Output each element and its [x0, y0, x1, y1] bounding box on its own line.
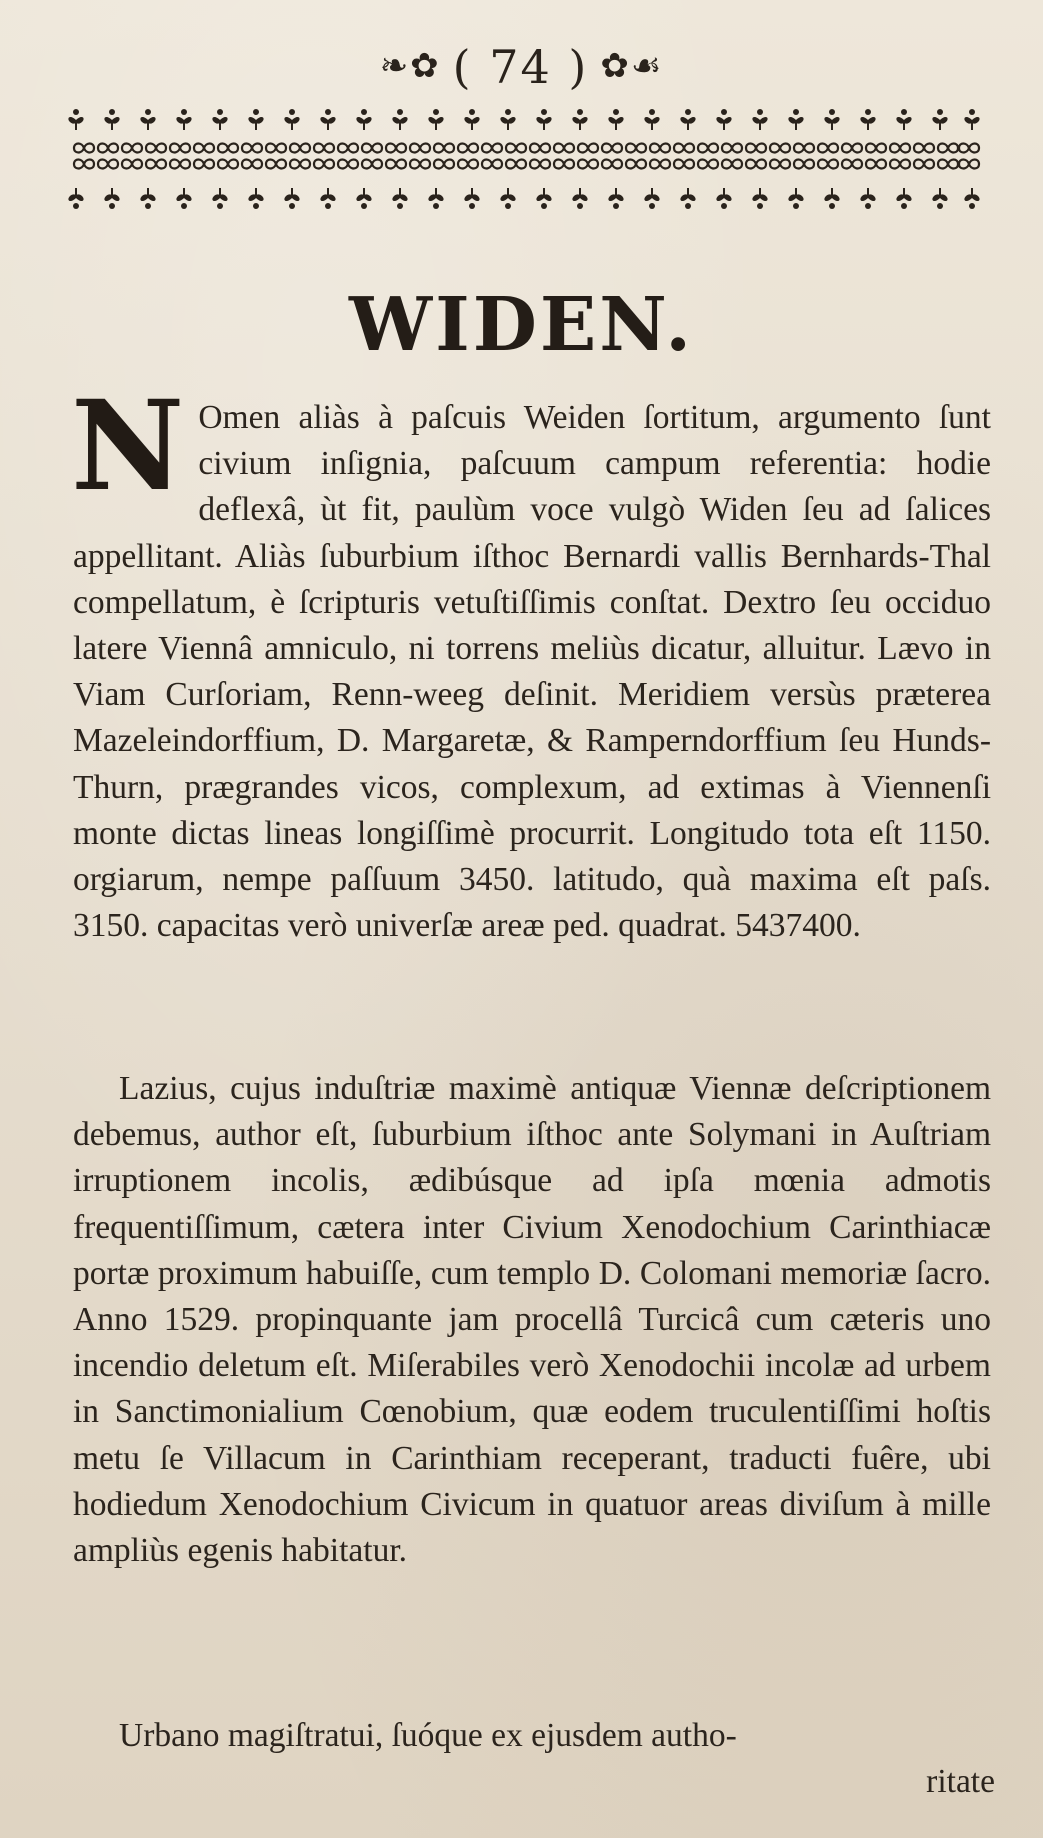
ornament-band [66, 106, 982, 216]
paragraph-1 [71, 374, 991, 949]
page-header [0, 40, 1043, 94]
paragraph-2: Lazius, cujus induſtriæ maximè antiquæ Viennæ deſcriptionem debemus, author eſt, ſuburbium iſthoc ante Solymani in Auſtriam irruptionem incolis, ædibúsque ad ipſa mœnia admotis frequentiſſimum, cætera inter Civium Xenodochium Carinthiacæ portæ proximum habuiſſe, cum templo D. Colomani memoriæ ſacro. Anno 1529. propinquante jam procellâ Turcicâ cum cæteris uno incendio deletum eſt. Miſerabiles verò Xenodochii incolæ ad urbem in Sanctimonialium Cœnobium, quæ eodem truculentiſſimi hoſtis metu ſe Villacum in Carinthiam receperant, traducti fuêre, ubi hodiedum Xenodochium Civicum in quatuor areas diviſum à mille ampliùs egenis habitatur. [73, 1070, 991, 1570]
ornament-row-middle [74, 144, 979, 169]
page-title: WIDEN. [349, 282, 694, 368]
fleuron-left-icon: ❧✿ [379, 46, 441, 86]
page-number: ( 74 ) [452, 40, 589, 94]
catchword: ritate [926, 1763, 995, 1800]
paragraph-3: Urbano magiſtratui, ſuóque ex ejusdem autho- [119, 1717, 737, 1754]
paragraph-1-text: Omen aliàs à paſcuis Weiden ſortitum, argumento ſunt civium inſignia, paſcuum campum referentia: hodie deflexâ, ùt fit, paulùm voce vulgò Widen ſeu ad ſalices appellitant. Aliàs ſuburbium iſthoc Bernardi vallis Bernhards-Thal compellatum, è ſcripturis vetuſtiſſimis conſtat. Dextro ſeu occiduo latere Viennâ amniculo, ni torrens meliùs dicatur, alluitur. Lævo in Viam Curſoriam, Renn-weeg deſinit. Meridiem versùs præterea Mazeleindorffium, D. Margaretæ, & Ramperndorffium ſeu Hunds-Thurn, prægrandes vicos, complexum, ad extimas à Viennenſi monte dictas lineas longiſſimè procurrit. Longitudo tota eſt 1150. orgiarum, nempe paſſuum 3450. latitudo, quà maxima eſt paſs. 3150. capacitas verò univerſæ areæ ped. quadrat. 5437400. [73, 399, 991, 945]
ornament-band-graphic [66, 106, 982, 216]
drop-cap: N [71, 374, 185, 519]
ornament-row-top [68, 109, 979, 130]
ornament-row-bottom [68, 188, 979, 209]
fleuron-right-icon: ✿☙ [600, 46, 664, 86]
